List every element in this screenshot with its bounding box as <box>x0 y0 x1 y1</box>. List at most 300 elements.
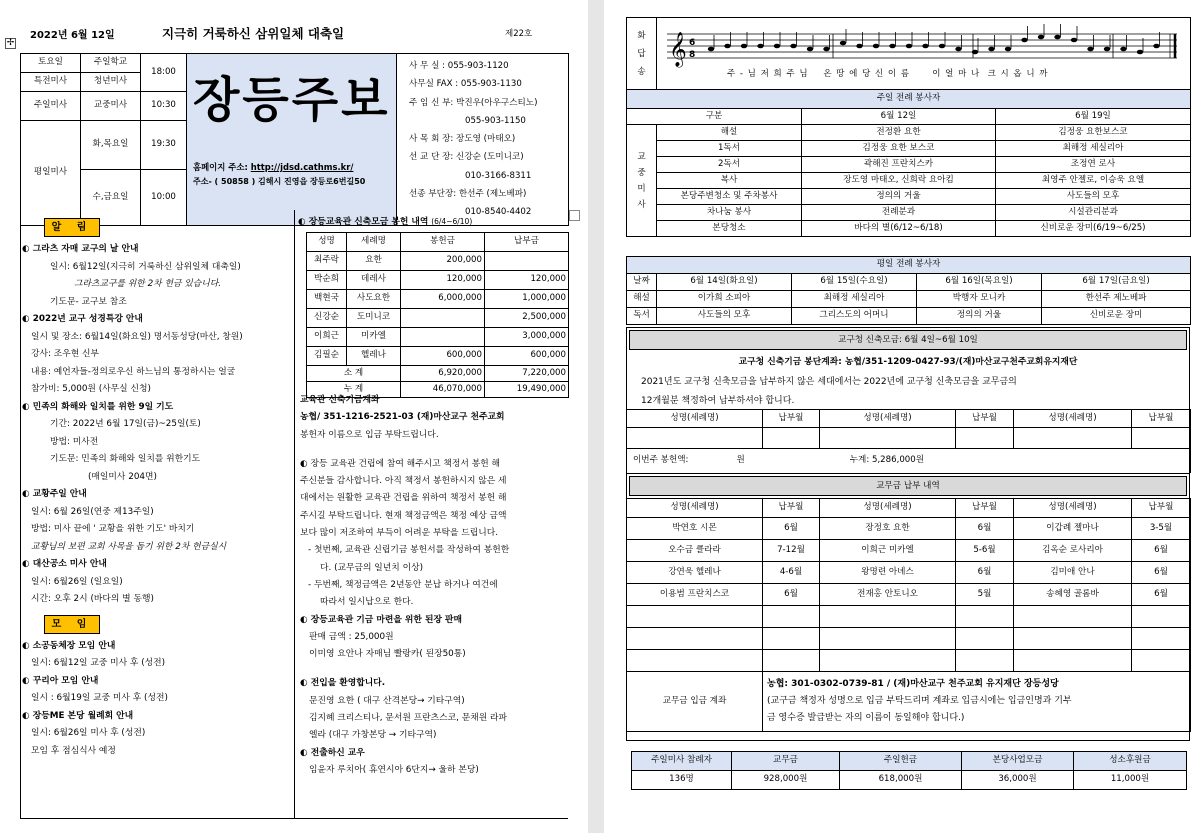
table-header: 6월 15일(수요일) <box>792 274 917 291</box>
table-cell: 독서 <box>627 308 657 325</box>
fund-period: (6/4~6/10) <box>431 217 473 226</box>
table-cell <box>956 650 1014 672</box>
diocese-account: 교구청 신축기금 봉단계좌: 농협/351-1209-0427-93/(재)마산교구천주교회유지재단 <box>738 357 1078 367</box>
table-cell: 김옥순 로사리아 <box>1014 540 1132 562</box>
table-cell <box>763 606 820 628</box>
schedule-cell: 청년미사 <box>81 73 141 92</box>
table-cell: 120,000 <box>485 271 569 290</box>
table-cell: 이희근 <box>307 328 347 347</box>
meeting-title: ◐ 소공동체장 모임 안내 <box>22 640 116 651</box>
table-header: 6월 16일(목요일) <box>917 274 1042 291</box>
appeal-line: 보다 많이 저조하여 부득이 어려운 부탁을 드립니다. <box>300 528 499 539</box>
table-cell: 1,000,000 <box>485 290 569 309</box>
sum-total: 누계: 5,286,000원 <box>849 454 925 465</box>
schedule-time: 18:00 <box>141 54 187 92</box>
sale-title: ◐ 장등교육관 기금 마련을 위한 된장 판매 <box>300 614 463 625</box>
table-cell <box>763 650 820 672</box>
notice-line: 일시 및 장소: 6월14일(화요일) 명서동성당(마산, 창원) <box>31 331 243 342</box>
table-cell <box>1014 650 1132 672</box>
schedule-cell: 주일미사 <box>21 92 81 121</box>
diocese-line: 2021년도 교구청 신축모금을 납부하지 않은 세대에서는 2022년에 교구청 신축모금을 교무금의 <box>641 377 1017 387</box>
table-cell: 조정연 로사 <box>996 157 1191 173</box>
music-note <box>1087 47 1093 52</box>
music-note <box>856 44 862 49</box>
table-cell: 6월 <box>956 562 1014 584</box>
table-cell: 복사 <box>657 173 802 189</box>
table-cell: 백현국 <box>307 290 347 309</box>
schedule-cell: 수,금요일 <box>81 170 141 225</box>
issue-number: 제22호 <box>505 29 533 39</box>
table-cell: 정의의 거울 <box>917 308 1042 325</box>
table-cell: 이갑례 젤마나 <box>1014 518 1132 540</box>
office-fax: 사무실 FAX : 055-903-1130 <box>409 79 522 90</box>
table-cell: 전정환 요한 <box>802 125 996 141</box>
meeting-line: 일시: 6월12일 교중 미사 후 (성전) <box>31 658 166 668</box>
notice-title: ◐ 2022년 교구 성경특강 안내 <box>22 314 143 324</box>
mass-side-text: 교중미사 <box>637 151 646 210</box>
header-table <box>20 53 569 226</box>
table-cell: 박순희 <box>307 271 347 290</box>
issue-date: 2022년 6월 12일 <box>30 30 115 41</box>
account-number: 농협/ 351-1216-2521-03 (재)마산교구 천주교회 <box>300 412 505 423</box>
table-cell: 송혜영 골롬바 <box>1014 584 1132 606</box>
table-cell <box>485 252 569 271</box>
table-cell: 600,000 <box>401 347 485 366</box>
bottom-border <box>20 818 568 819</box>
subtotal-value: 7,220,000 <box>485 366 569 382</box>
tithe-account-label: 교무금 입금 계좌 <box>627 672 763 732</box>
hymn-label-text: 화답송 <box>637 30 646 77</box>
table-cell: 바다의 별(6/12~6/18) <box>802 221 996 237</box>
table-cell: 신비로운 장미(6/19~6/25) <box>996 221 1191 237</box>
sunday-liturgy-table <box>626 17 1191 237</box>
table-cell <box>1132 428 1191 449</box>
table-header: 납부월 <box>763 499 820 518</box>
meeting-title: ◐ 장등ME 본당 월례회 안내 <box>22 710 134 721</box>
table-cell: 정의의 거울 <box>802 189 996 205</box>
table-cell: 신강순 <box>307 309 347 328</box>
table-header: 성명 <box>307 233 347 252</box>
music-note <box>741 44 747 49</box>
table-header: 봉헌금 <box>401 233 485 252</box>
music-note <box>1104 47 1110 52</box>
notice-line: 방법: 미사전 <box>50 436 99 447</box>
meeting-line: 일시: 6월26일 미사 후 (성전) <box>31 728 146 738</box>
schedule-time: 19:30 <box>141 121 187 170</box>
music-staff <box>667 24 1191 70</box>
table-cell: 해설 <box>627 291 657 308</box>
table-cell: 6월 <box>1132 584 1191 606</box>
table-cell <box>1132 650 1191 672</box>
stats-header: 성소후원금 <box>1074 752 1187 771</box>
table-cell: 최해정 세실리아 <box>792 291 917 308</box>
table-cell: 본당주변청소 및 주차봉사 <box>657 189 802 205</box>
table-cell: 김미애 안나 <box>1014 562 1132 584</box>
fund-title: ◐ 장등교육관 신축모금 봉헌 내역 <box>298 217 429 227</box>
music-note <box>774 44 780 49</box>
music-note <box>823 47 829 52</box>
sale-line: 판매 금액 : 25,000원 <box>309 631 394 642</box>
table-cell: 6월 <box>1132 562 1191 584</box>
appeal-line: 주시길 부탁드립니다. 현재 책정금액은 책정 예상 금액 <box>300 510 507 521</box>
table-header: 납부월 <box>763 410 820 428</box>
table-cell: 전재홍 안토니오 <box>820 584 956 606</box>
table-cell: 곽해진 프란치스카 <box>802 157 996 173</box>
table-cell <box>627 428 763 449</box>
notice-line: 일시: 6월 26일(연중 제13주일) <box>31 506 154 517</box>
table-cell: 해설 <box>657 125 802 141</box>
column-divider <box>294 210 295 818</box>
weekday-liturgy-table <box>626 256 1191 325</box>
table-cell <box>1132 628 1191 650</box>
subtotal-value: 6,920,000 <box>401 366 485 382</box>
table-header: 납부월 <box>956 410 1014 428</box>
table-cell: 강연욱 헬레나 <box>627 562 763 584</box>
notice-line: 기도문- 교구보 참조 <box>50 296 127 307</box>
sunday-title: 주일 전례 봉사자 <box>627 90 1191 109</box>
table-cell: 120,000 <box>401 271 485 290</box>
table-header: 성명(세례명) <box>820 410 956 428</box>
music-note <box>922 44 928 49</box>
table-cell: 이용범 프란치스코 <box>627 584 763 606</box>
time-signature: 6 <box>689 38 696 48</box>
table-cell: 본당청소 <box>657 221 802 237</box>
diocese-line: 12개월분 책정하여 납부하셔야 합니다. <box>641 396 795 406</box>
table-header: 납부월 <box>1132 499 1191 518</box>
table-cell: 사도들의 모후 <box>996 189 1191 205</box>
table-cell: 최해정 세실리아 <box>996 141 1191 157</box>
notice-line: 그라츠교구를 위한 2차 헌금 있습니다. <box>74 279 222 289</box>
table-header: 세례명 <box>347 233 401 252</box>
notice-title: ◐ 민족의 화해와 일치를 위한 9일 기도 <box>22 401 174 412</box>
appeal-line: ◐ 장등 교육관 건립에 참여 해주시고 책정서 봉헌 해 <box>300 458 501 469</box>
left-page <box>0 0 588 833</box>
music-note <box>889 44 895 49</box>
fund-table <box>306 232 569 398</box>
table-cell: 2,500,000 <box>485 309 569 328</box>
music-note <box>1153 44 1159 49</box>
notice-line: 방법: 미사 끝에 ' 교황을 위한 기도' 바치기 <box>31 524 195 534</box>
table-header: 성명(세례명) <box>627 410 763 428</box>
notice-line: 일시: 6월12일(지극히 거룩하신 삼위일체 대축일) <box>50 261 241 272</box>
sum-unit: 원 <box>736 454 745 465</box>
table-cell <box>627 628 763 650</box>
table-cell: 3-5월 <box>1132 518 1191 540</box>
diocese-table <box>626 409 1191 473</box>
table-cell: 6월 <box>763 518 820 540</box>
table-header: 6월 12일 <box>802 109 996 125</box>
welcome-line: 김지혜 크리스티나, 문서원 프란츠스코, 문채원 라파 <box>309 713 508 724</box>
notice-line: 교황님의 보편 교회 사목을 돕기 위한 2차 헌금실시 <box>31 541 227 552</box>
weekday-title: 평일 전례 봉사자 <box>627 257 1191 274</box>
table-header: 성명(세례명) <box>1014 499 1132 518</box>
table-cell: 7-12월 <box>763 540 820 562</box>
table-cell <box>401 328 485 347</box>
right-page <box>604 0 1200 833</box>
table-cell <box>956 628 1014 650</box>
table-cell: 요한 <box>347 252 401 271</box>
music-note <box>939 44 945 49</box>
music-note <box>1137 50 1143 55</box>
table-cell <box>763 628 820 650</box>
resize-handle[interactable] <box>569 210 580 221</box>
stats-header: 주일헌금 <box>840 752 962 771</box>
sale-line: 이미영 요안나 자매님 빨랑카( 된장50통) <box>309 649 466 660</box>
appeal-line: - 두번째, 책정금액은 2년동안 분납 하거나 여건에 <box>308 579 498 590</box>
table-cell: 최주락 <box>307 252 347 271</box>
music-note <box>1054 35 1060 40</box>
table-cell: 데레사 <box>347 271 401 290</box>
homepage-link[interactable]: http://jdsd.cathms.kr/ <box>250 162 354 172</box>
mission-phone: 010-3166-8311 <box>465 170 532 181</box>
left-border <box>20 210 21 818</box>
welcome-line: 엘라 (대구 가창본당 → 기타구역) <box>309 730 437 741</box>
table-header: 6월 19일 <box>996 109 1191 125</box>
music-note <box>955 47 961 52</box>
table-cell: 오수금 클라라 <box>627 540 763 562</box>
appeal-line: 다. (교무금의 일년치 이상) <box>320 562 424 573</box>
table-cell <box>820 628 956 650</box>
table-cell <box>956 428 1014 449</box>
address-line: 주소- ( 50858 ) 김해시 진영읍 장등로6번길50 <box>193 177 366 186</box>
table-cell: 박행자 모니카 <box>917 291 1042 308</box>
welcome-title: ◐ 전입을 환영합니다. <box>300 678 386 689</box>
table-cell: 1독서 <box>657 141 802 157</box>
notice-line: 기간: 2022년 6월 17일(금)~25일(토) <box>50 419 201 429</box>
schedule-cell: 교중미사 <box>81 92 141 121</box>
notice-line: 내용: 예언자들-정의로우신 하느님의 통정하시는 얼굴 <box>31 366 236 377</box>
table-cell <box>1014 428 1132 449</box>
meeting-line: 모임 후 점심식사 예정 <box>31 745 116 756</box>
music-note <box>906 44 912 49</box>
table-cell: 이희근 미카엘 <box>820 540 956 562</box>
table-cell: 장도영 마태오, 신희락 요아킴 <box>802 173 996 189</box>
appeal-line: 주신분들 감사합니다. 아직 책정서 봉헌하시지 않은 세 <box>300 476 507 487</box>
table-cell: 이가희 소피아 <box>657 291 792 308</box>
stats-value: 618,000원 <box>840 771 962 790</box>
bulletin-title: 장등주보 <box>193 72 391 128</box>
schedule-cell: 토요일 <box>21 54 81 73</box>
table-header: 납부월 <box>1132 410 1191 428</box>
table-cell: 헬레나 <box>347 347 401 366</box>
tithe-table <box>626 498 1191 732</box>
building-fund-column <box>298 213 568 232</box>
schedule-cell: 특전미사 <box>21 73 81 92</box>
notice-title: ◐ 대산공소 미사 안내 <box>22 559 107 569</box>
notice-line: 기도문: 민족의 화해와 일치를 위한기도 <box>50 454 201 464</box>
notice-title: ◐ 교황주일 안내 <box>22 489 87 499</box>
total-label: 누 계 <box>307 382 401 398</box>
schedule-cell: 평일미사 <box>21 121 81 226</box>
table-cell: 최영주 안젤로, 이승욱 요엘 <box>996 173 1191 189</box>
notice-title: ◐ 그라츠 자매 교구의 날 안내 <box>22 244 139 254</box>
table-cell: 시설관리분과 <box>996 205 1191 221</box>
table-cell <box>627 606 763 628</box>
fund-title-line <box>298 213 568 232</box>
table-cell: 차나눔 봉사 <box>657 205 802 221</box>
weekly-stats-table <box>631 751 1187 790</box>
tithe-account-info <box>763 672 1191 732</box>
meeting-line: 일시 : 6월19일 교중 미사 후 (성전) <box>31 693 168 703</box>
mission-head: 선 교 단 장: 신강순 (도미니코) <box>409 152 524 163</box>
meeting-title: ◐ 꾸리아 모임 안내 <box>22 675 99 686</box>
stats-value: 11,000원 <box>1074 771 1187 790</box>
contact-info <box>397 54 569 226</box>
homepage-label: 홈페이지 주소: <box>193 162 251 172</box>
total-value: 19,490,000 <box>485 382 569 398</box>
feast-title: 지극히 거룩하신 삼위일체 대축일 <box>162 26 345 41</box>
table-cell: 한선주 제노베파 <box>1042 291 1191 308</box>
music-note <box>1120 47 1126 52</box>
table-header: 성명(세례명) <box>820 499 956 518</box>
pastor-phone: 055-903-1150 <box>465 115 526 126</box>
table-cell <box>627 650 763 672</box>
treble-clef-icon: 𝄞 <box>669 32 687 67</box>
vice-phone: 010-8540-4402 <box>465 207 532 218</box>
subtotal-label: 소 계 <box>307 366 401 382</box>
mass-side-label <box>627 125 657 237</box>
moveout-line: 임윤자 루치아( 휴연시아 6단지→ 울하 본당) <box>309 764 479 775</box>
appeal-line: 대에서는 원활한 교육관 건립을 위하여 책정서 봉헌 해 <box>300 493 507 504</box>
tithe-account-line: 금 영수증 발급받는 자의 이름이 동일해야 합니다.) <box>767 713 965 723</box>
note-marks <box>708 24 1160 58</box>
stats-header: 교무금 <box>732 752 840 771</box>
table-header: 날짜 <box>627 274 657 291</box>
table-cell: 사도들의 모후 <box>657 308 792 325</box>
table-cell: 그리스도의 어머니 <box>792 308 917 325</box>
svg-text:8: 8 <box>689 50 696 60</box>
notices-column <box>22 212 292 760</box>
building-fund-notes <box>300 392 568 779</box>
music-note <box>1021 38 1027 43</box>
table-cell: 김정웅 요한보스코 <box>996 125 1191 141</box>
schedule-time: 10:00 <box>141 170 187 225</box>
schedule-cell: 화,목요일 <box>81 121 141 170</box>
table-cell: 4-6월 <box>763 562 820 584</box>
table-cell: 미카엘 <box>347 328 401 347</box>
music-note <box>1038 35 1044 40</box>
music-note <box>840 41 846 46</box>
music-note <box>988 47 994 52</box>
appeal-line: 따라서 일시납으로 한다. <box>320 597 414 608</box>
account-note: 봉헌자 이름으로 입금 부탁드립니다. <box>300 429 439 440</box>
section-label-meetings: 모 임 <box>44 615 100 634</box>
music-note <box>1071 38 1077 43</box>
table-cell: 장정호 요한 <box>820 518 956 540</box>
table-cell: 박연호 시몬 <box>627 518 763 540</box>
music-note <box>807 47 813 52</box>
bulletin-title-cell <box>187 54 397 226</box>
table-cell: 김정웅 요한 보스코 <box>802 141 996 157</box>
table-cell: 6월 <box>956 518 1014 540</box>
mission-vice: 선종 부단장: 한선주 (제노베파) <box>409 189 527 200</box>
table-cell <box>820 428 956 449</box>
music-note <box>757 44 763 49</box>
notice-line: 시간: 오후 2시 (바다의 별 동행) <box>31 594 154 604</box>
table-header: 성명(세례명) <box>1014 410 1132 428</box>
table-cell: 왕명련 아녜스 <box>820 562 956 584</box>
table-cell <box>1132 606 1191 628</box>
table-cell <box>763 428 820 449</box>
stats-value: 928,000원 <box>732 771 840 790</box>
tithe-account-line: (교구금 책정자 성명으로 입금 부탁드리며 계좌로 입금시에는 입금인명과 기부 <box>767 696 1072 706</box>
music-note <box>873 44 879 49</box>
table-cell: 사도요한 <box>347 290 401 309</box>
stats-header: 주일미사 참례자 <box>632 752 732 771</box>
hymn-label <box>627 18 657 90</box>
notice-line: 일시: 6월26일 (일요일) <box>31 576 123 587</box>
appeal-line: - 첫번째, 교육관 신립기금 봉헌서를 작성하여 봉헌한 <box>308 545 510 556</box>
hymn-score <box>657 18 1191 90</box>
office-phone: 사 무 실 : 055-903-1120 <box>409 61 509 71</box>
stats-value: 36,000원 <box>962 771 1074 790</box>
table-cell <box>1014 606 1132 628</box>
pastor: 주 임 신 부: 박진우(아우구스티노) <box>409 97 538 108</box>
table-cell: 3,000,000 <box>485 328 569 347</box>
table-cell: 600,000 <box>485 347 569 366</box>
table-cell: 6월 <box>763 584 820 606</box>
table-cell <box>956 606 1014 628</box>
table-cell <box>820 606 956 628</box>
tithe-account-line: 농협: 301-0302-0739-81 / (재)마산교구 천주교회 유지재단 장등성당 <box>767 679 1059 689</box>
account-title: 교육관 신축기금계좌 <box>300 395 380 405</box>
table-header: 납부월 <box>956 499 1014 518</box>
tithe-title: 교무금 납부 내역 <box>629 476 1187 496</box>
table-cell: 도미니코 <box>347 309 401 328</box>
table-header: 6월 17일(금요일) <box>1042 274 1191 291</box>
table-cell <box>1014 628 1132 650</box>
sum-label: 이번주 봉헌액: <box>633 454 689 465</box>
section-label-notices: 알 림 <box>44 218 100 237</box>
total-value: 46,070,000 <box>401 382 485 398</box>
diocese-title: 교구청 신축모금: 6월 4일~6월 10일 <box>629 330 1187 350</box>
table-header: 납부금 <box>485 233 569 252</box>
table-cell: 김필순 <box>307 347 347 366</box>
hymn-lyrics: 주 - 님 저 희 주 님 온 땅 에 당 신 이 름 이 얼 마 나 크 시 옵 니 까 <box>727 69 1049 79</box>
moveout-title: ◐ 전출하신 교우 <box>300 747 365 758</box>
notice-line: 참가비: 5,000원 (사무실 신청) <box>31 384 151 394</box>
table-cell: 5월 <box>956 584 1014 606</box>
music-note <box>790 44 796 49</box>
music-note <box>1005 47 1011 52</box>
schedule-time: 10:30 <box>141 92 187 121</box>
table-header: 6월 14일(화요일) <box>657 274 792 291</box>
homepage-line <box>193 160 390 175</box>
table-cell: 5-6월 <box>956 540 1014 562</box>
music-note <box>708 47 714 52</box>
music-note <box>724 44 730 49</box>
table-cell <box>820 650 956 672</box>
stats-value: 136명 <box>632 771 732 790</box>
table-cell: 6,000,000 <box>401 290 485 309</box>
table-cell: 2독서 <box>657 157 802 173</box>
table-cell <box>401 309 485 328</box>
council-head: 사 목 회 장: 장도영 (마태오) <box>409 134 516 145</box>
table-cell: 신비로운 장미 <box>1042 308 1191 325</box>
table-move-handle-icon[interactable]: ✢ <box>6 38 15 48</box>
notice-line: 강사: 조우현 신부 <box>31 349 100 359</box>
table-header: 성명(세례명) <box>627 499 763 518</box>
stats-header: 본당사업모금 <box>962 752 1074 771</box>
diocese-sum-row <box>627 449 1191 473</box>
table-cell: 6월 <box>1132 540 1191 562</box>
table-header: 구분 <box>627 109 802 125</box>
table-cell: 전례분과 <box>802 205 996 221</box>
schedule-cell: 주일학교 <box>81 54 141 73</box>
table-cell: 200,000 <box>401 252 485 271</box>
welcome-line: 문진영 요한 ( 대구 산격본당→ 기타구역) <box>309 695 465 706</box>
notice-line: (매일미사 204면) <box>88 471 157 482</box>
